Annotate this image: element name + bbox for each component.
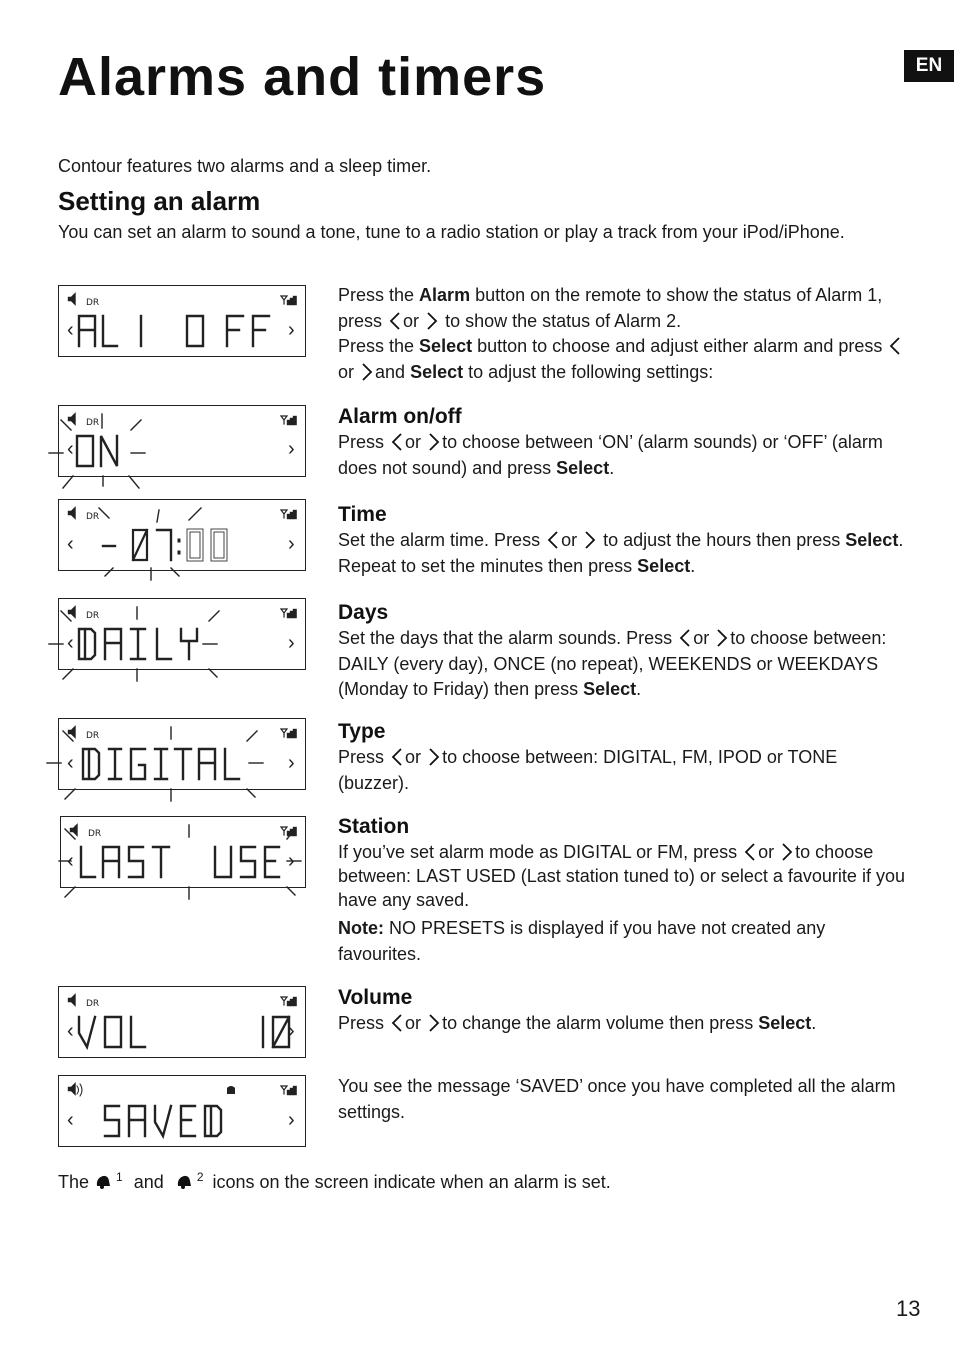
- lcd-screen-days: [58, 598, 306, 670]
- svg-text:›: ›: [288, 1020, 295, 1042]
- step-station: Station If you’ve set alarm mode as DIGITAL or FM, press or to choose between: LAST USED (Last station tuned to) or select a favourite if you have any saved. Note: NO PRESETS is displayed if you have not created any favourites.: [338, 814, 913, 967]
- chevron-left-icon: [889, 337, 901, 355]
- alarm-2-icon: [175, 1172, 197, 1190]
- alarm-intro-block: Press the Alarm button on the remote to show the status of Alarm 1, press or to show the status of Alarm 2. Press the Select button to choose and adjust either alarm and press or and Select to adjust the following settings:: [338, 283, 913, 385]
- svg-text:DR: DR: [86, 999, 100, 1009]
- intro-text: Contour features two alarms and a sleep timer.: [58, 156, 432, 176]
- note-label: Note:: [338, 918, 384, 938]
- chevron-left-icon: [391, 748, 403, 766]
- step-title: Days: [338, 601, 389, 624]
- step-alarm-on-off: Alarm on/off Press or to choose between ‘ON’ (alarm sounds) or ‘OFF’ (alarm does not sound) and press Select.: [338, 404, 913, 481]
- step-title: Station: [338, 815, 410, 838]
- lcd-right-arrow: ›: [288, 319, 295, 341]
- step-title: Volume: [338, 986, 413, 1009]
- step-title: Alarm on/off: [338, 405, 462, 428]
- step-volume: Volume Press or to change the alarm volume then press Select.: [338, 985, 913, 1037]
- lcd-screen-on-off: [58, 405, 306, 477]
- section-description: You can set an alarm to sound a tone, tune to a radio station or play a track from your iPod/iPhone.: [58, 222, 845, 242]
- chevron-right-icon: [361, 363, 373, 381]
- step-type: Type Press or to choose between: DIGITAL, FM, IPOD or TONE (buzzer).: [338, 719, 913, 796]
- chevron-left-icon: [547, 531, 559, 549]
- svg-text:‹: ‹: [67, 1020, 74, 1042]
- svg-text:DR: DR: [86, 512, 100, 522]
- lcd-screen-alarm-status: [58, 285, 306, 357]
- svg-text:›: ›: [288, 752, 295, 774]
- alarm-1-icon: [94, 1172, 116, 1190]
- chevron-left-icon: [391, 1014, 403, 1032]
- lcd-screen-time: [58, 499, 306, 571]
- chevron-left-icon: [389, 312, 401, 330]
- chevron-right-icon: [428, 433, 440, 451]
- svg-text:‹: ‹: [67, 438, 74, 460]
- lcd-screen-type: [58, 718, 306, 790]
- svg-text:‹: ‹: [67, 850, 74, 872]
- step-saved: [338, 1074, 913, 1125]
- step-title: Type: [338, 720, 386, 743]
- section-heading: Setting an alarm: [58, 186, 261, 216]
- svg-text:DR: DR: [86, 611, 100, 621]
- svg-text:›: ›: [288, 533, 295, 555]
- svg-text:‹: ‹: [67, 632, 74, 654]
- chevron-left-icon: [744, 843, 756, 861]
- lcd-left-arrow: ‹: [67, 319, 74, 341]
- page-number: 13: [896, 1296, 921, 1321]
- chevron-right-icon: [716, 629, 728, 647]
- svg-text:DR: DR: [88, 829, 102, 839]
- svg-text:DR: DR: [86, 731, 100, 741]
- svg-text:‹: ‹: [67, 533, 74, 555]
- step-days: Days Set the days that the alarm sounds. Press or to choose between: DAILY (every day), ONCE (no repeat), WEEKENDS or WEEKDAYS (Monday to Friday) then press Select.: [338, 600, 913, 703]
- chevron-left-icon: [391, 433, 403, 451]
- lcd-screen-saved: [58, 1075, 306, 1147]
- page-title: Alarms and timers: [58, 47, 547, 107]
- svg-text:›: ›: [288, 1109, 295, 1131]
- step-time: Time Set the alarm time. Press or to adjust the hours then press Select. Repeat to set the minutes then press Select.: [338, 502, 913, 579]
- svg-text:‹: ‹: [67, 752, 74, 774]
- chevron-right-icon: [428, 748, 440, 766]
- svg-text:DR: DR: [86, 418, 100, 428]
- chevron-right-icon: [426, 312, 438, 330]
- alarm-icons-footnote: The $^1$ and $^2$ icons on the screen indicate when an alarm is set.: [58, 1170, 611, 1192]
- lcd-screen-station: [60, 816, 306, 888]
- svg-text:›: ›: [288, 438, 295, 460]
- saved-text: You see the message ‘SAVED’ once you have completed all the alarm settings.: [338, 1076, 896, 1122]
- svg-text:›: ›: [288, 850, 295, 872]
- lcd-screen-volume: [58, 986, 306, 1058]
- chevron-left-icon: [679, 629, 691, 647]
- chevron-right-icon: [781, 843, 793, 861]
- lcd-dr-label: DR: [86, 298, 100, 308]
- svg-text:‹: ‹: [67, 1109, 74, 1131]
- language-badge: EN: [904, 50, 954, 82]
- chevron-right-icon: [428, 1014, 440, 1032]
- svg-text:›: ›: [288, 632, 295, 654]
- chevron-right-icon: [584, 531, 596, 549]
- step-title: Time: [338, 503, 387, 526]
